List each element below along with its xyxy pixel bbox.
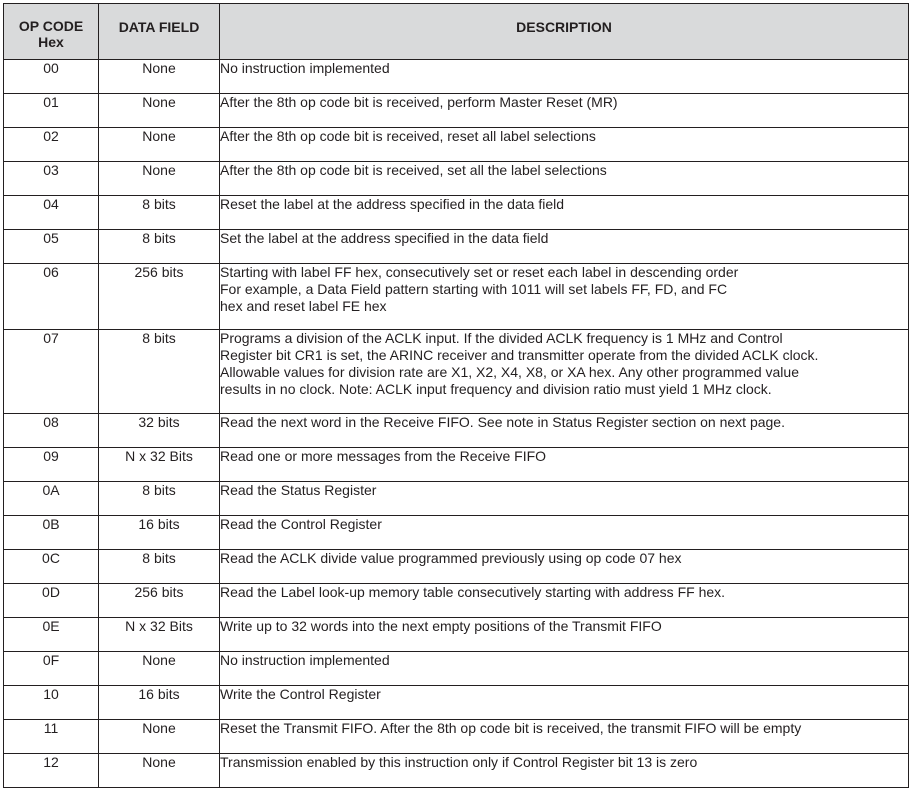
description-line: Register bit CR1 is set, the ARINC receiver and transmitter operate from the divided ACLK clock. (220, 347, 819, 363)
description-cell (220, 482, 909, 516)
op-code-cell: 09 (4, 448, 99, 482)
data-field-cell: None (99, 60, 220, 94)
data-field-cell: None (99, 94, 220, 128)
description-cell (220, 550, 909, 584)
description-line: No instruction implemented (220, 60, 390, 76)
data-field-cell: None (99, 128, 220, 162)
op-code-cell: 05 (4, 230, 99, 264)
description-header: DESCRIPTION (220, 4, 909, 60)
description-line: After the 8th op code bit is received, set all the label selections (220, 162, 607, 178)
description-cell (220, 330, 909, 414)
op-code-cell: 12 (4, 754, 99, 788)
table-row (4, 128, 909, 162)
description-cell (220, 94, 909, 128)
data-field-cell: N x 32 Bits (99, 448, 220, 482)
description-line: Read the ACLK divide value programmed previously using op code 07 hex (220, 550, 682, 566)
op-code-header-line1: OP CODE (18, 18, 84, 34)
table-row (4, 584, 909, 618)
data-field-cell: None (99, 754, 220, 788)
description-line: For example, a Data Field pattern starting with 1011 will set labels FF, FD, and FC (220, 281, 728, 297)
description-line: Set the label at the address specified in the data field (220, 230, 549, 246)
description-cell (220, 414, 909, 448)
op-code-cell: 07 (4, 330, 99, 414)
description-cell (220, 162, 909, 196)
table-row (4, 720, 909, 754)
op-code-cell: 0A (4, 482, 99, 516)
data-field-cell: 8 bits (99, 330, 220, 414)
op-code-cell: 0C (4, 550, 99, 584)
data-field-cell: 16 bits (99, 516, 220, 550)
op-code-table (3, 3, 909, 788)
table-row (4, 414, 909, 448)
description-line: Starting with label FF hex, consecutively set or reset each label in descending order (220, 264, 739, 280)
description-line: Programs a division of the ACLK input. If the divided ACLK frequency is 1 MHz and Control (220, 330, 783, 346)
description-line: Write up to 32 words into the next empty positions of the Transmit FIFO (220, 618, 662, 634)
description-cell (220, 618, 909, 652)
description-cell (220, 584, 909, 618)
description-cell (220, 516, 909, 550)
description-line: No instruction implemented (220, 652, 390, 668)
description-cell (220, 686, 909, 720)
description-line: Read the Status Register (220, 482, 377, 498)
description-line: results in no clock. Note: ACLK input frequency and division ratio must yield 1 MHz clock. (220, 381, 772, 397)
description-line: Read the next word in the Receive FIFO. See note in Status Register section on next page. (220, 414, 785, 430)
description-line: Reset the Transmit FIFO. After the 8th op code bit is received, the transmit FIFO will be empty (220, 720, 802, 736)
description-cell (220, 448, 909, 482)
description-line: Read the Control Register (220, 516, 382, 532)
data-field-cell: 8 bits (99, 482, 220, 516)
op-code-cell: 01 (4, 94, 99, 128)
op-code-cell: 04 (4, 196, 99, 230)
description-line: hex and reset label FE hex (220, 298, 387, 314)
table-row (4, 652, 909, 686)
table-row (4, 162, 909, 196)
description-line: Read the Label look-up memory table consecutively starting with address FF hex. (220, 584, 726, 600)
op-code-cell: 08 (4, 414, 99, 448)
table-row (4, 618, 909, 652)
data-field-cell: 8 bits (99, 550, 220, 584)
table-row (4, 60, 909, 94)
description-cell (220, 652, 909, 686)
op-code-cell: 11 (4, 720, 99, 754)
data-field-cell: None (99, 652, 220, 686)
table-row (4, 230, 909, 264)
description-line: Transmission enabled by this instruction only if Control Register bit 13 is zero (220, 754, 698, 770)
table-row (4, 516, 909, 550)
data-field-cell: 256 bits (99, 584, 220, 618)
description-cell (220, 230, 909, 264)
data-field-cell: 256 bits (99, 264, 220, 330)
op-code-cell: 10 (4, 686, 99, 720)
table-row (4, 686, 909, 720)
data-field-cell: 16 bits (99, 686, 220, 720)
op-code-cell: 0F (4, 652, 99, 686)
description-cell (220, 60, 909, 94)
op-code-cell: 00 (4, 60, 99, 94)
description-line: Read one or more messages from the Receive FIFO (220, 448, 547, 464)
table-row (4, 754, 909, 788)
description-cell (220, 196, 909, 230)
data-field-cell: 8 bits (99, 230, 220, 264)
op-code-cell: 0B (4, 516, 99, 550)
op-code-cell: 0D (4, 584, 99, 618)
table-row (4, 448, 909, 482)
description-cell (220, 128, 909, 162)
description-line: Reset the label at the address specified in the data field (220, 196, 564, 212)
table-body (4, 60, 909, 788)
op-code-header-line2: Hex (38, 34, 64, 50)
data-field-cell: 8 bits (99, 196, 220, 230)
op-code-cell: 02 (4, 128, 99, 162)
op-code-cell: 0E (4, 618, 99, 652)
description-cell (220, 264, 909, 330)
description-cell (220, 720, 909, 754)
data-field-cell: N x 32 Bits (99, 618, 220, 652)
table-header-row (4, 4, 909, 60)
description-line: Allowable values for division rate are X1, X2, X4, X8, or XA hex. Any other programmed value (220, 364, 799, 380)
description-cell (220, 754, 909, 788)
table-row (4, 482, 909, 516)
description-line: After the 8th op code bit is received, reset all label selections (220, 128, 596, 144)
data-field-cell: None (99, 720, 220, 754)
data-field-header: DATA FIELD (99, 4, 220, 60)
table-row (4, 330, 909, 414)
description-line: After the 8th op code bit is received, perform Master Reset (MR) (220, 94, 618, 110)
op-code-header (4, 4, 99, 60)
table-row (4, 94, 909, 128)
description-line: Write the Control Register (220, 686, 381, 702)
op-code-cell: 06 (4, 264, 99, 330)
table-row (4, 550, 909, 584)
table-row (4, 264, 909, 330)
op-code-cell: 03 (4, 162, 99, 196)
data-field-cell: None (99, 162, 220, 196)
data-field-cell: 32 bits (99, 414, 220, 448)
table-row (4, 196, 909, 230)
